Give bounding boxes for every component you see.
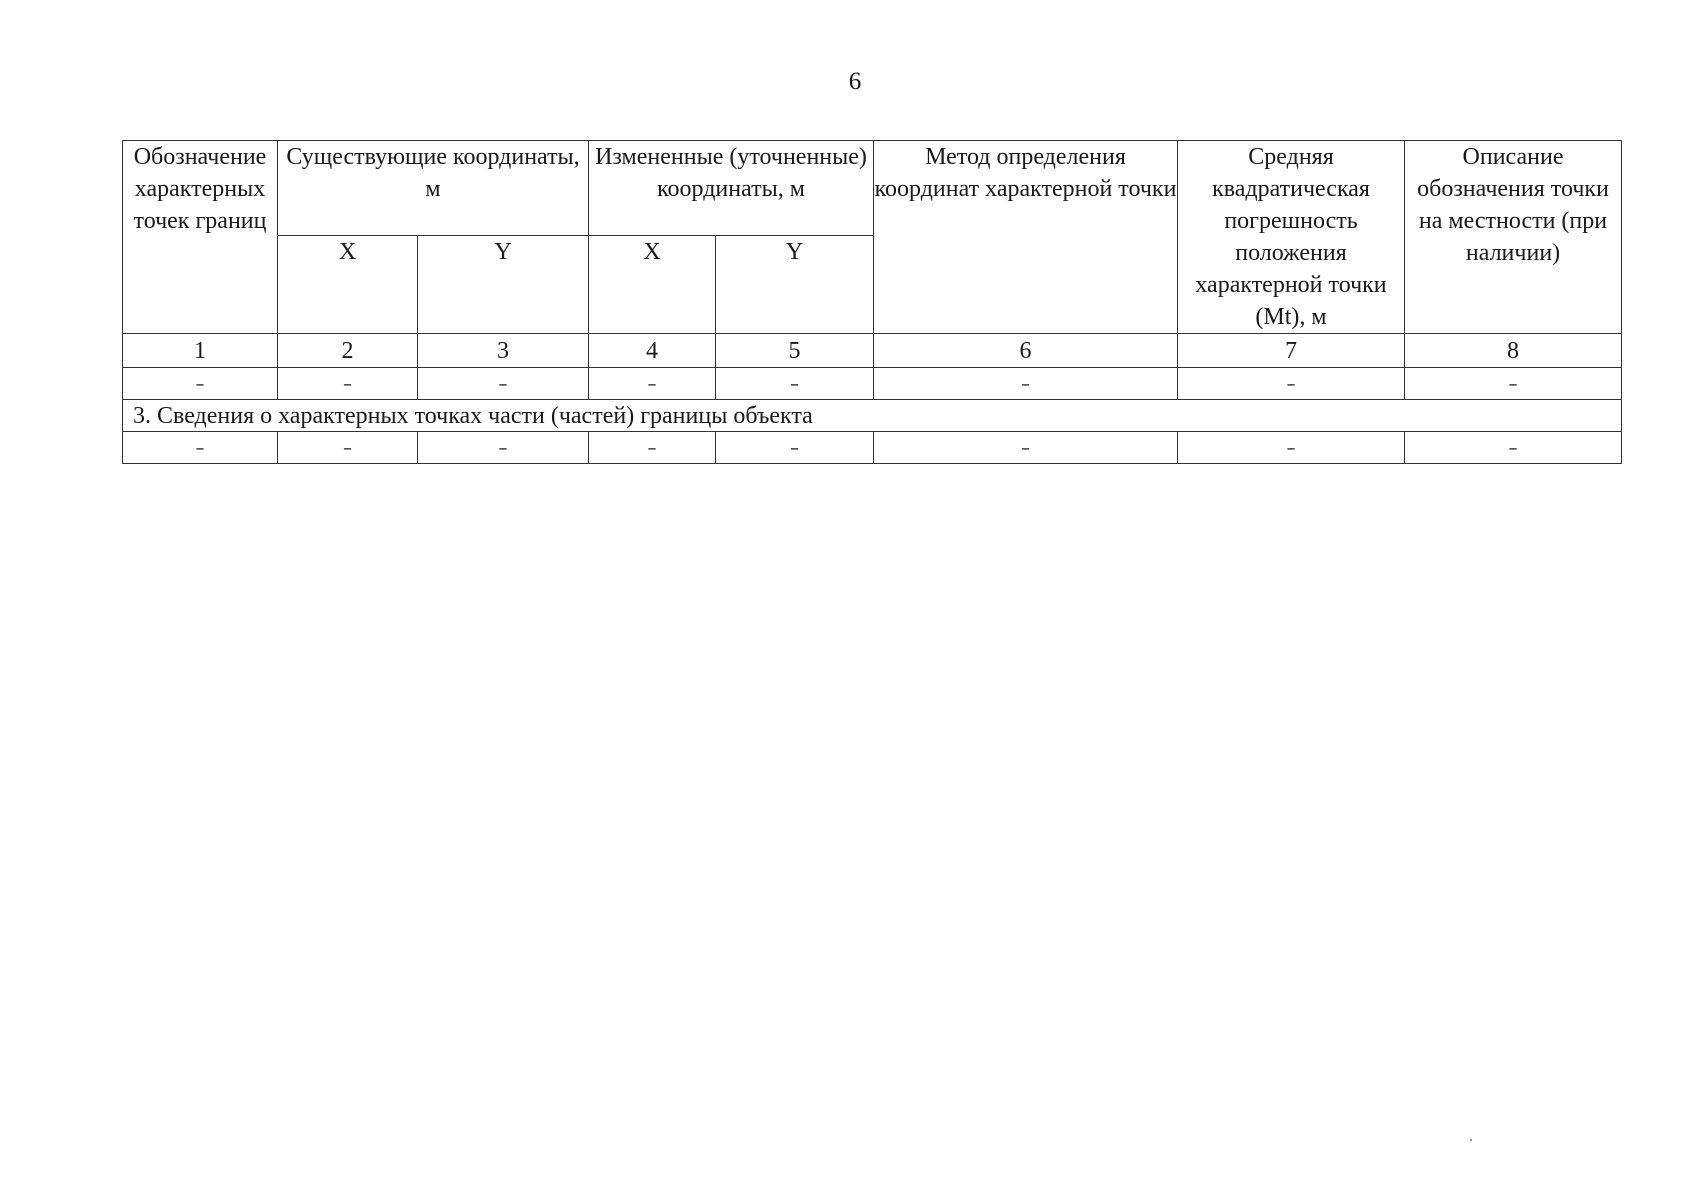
scan-speck [1470, 1139, 1472, 1141]
table-cell: – [1405, 432, 1622, 464]
table-row [123, 432, 1622, 464]
table-cell: – [1178, 432, 1405, 464]
column-number: 8 [1405, 334, 1622, 368]
table-cell: – [278, 368, 418, 400]
column-number: 2 [278, 334, 418, 368]
header-existing-coordinates: Существующие координаты, м [278, 141, 589, 236]
table-cell: – [589, 432, 716, 464]
header-existing-x: X [278, 236, 418, 334]
column-number: 6 [874, 334, 1178, 368]
column-number: 3 [418, 334, 589, 368]
header-point-designation: Обозначение характерных точек границ [123, 141, 278, 334]
column-number: 1 [123, 334, 278, 368]
column-number-row [123, 334, 1622, 368]
table-cell: – [123, 432, 278, 464]
column-number: 7 [1178, 334, 1405, 368]
table-cell: – [874, 432, 1178, 464]
table-cell: – [589, 368, 716, 400]
page-number: 6 [848, 68, 862, 95]
table-cell: – [278, 432, 418, 464]
header-point-description: Описание обозначения точки на местности (при наличии) [1405, 141, 1622, 334]
table-cell: – [1178, 368, 1405, 400]
table-row [123, 368, 1622, 400]
header-changed-coordinates: Измененные (уточненные) координаты, м [589, 141, 874, 236]
table-cell: – [418, 368, 589, 400]
section-3-title: 3. Сведения о характерных точках части (частей) границы объекта [123, 400, 1622, 432]
header-existing-y: Y [418, 236, 589, 334]
column-number: 4 [589, 334, 716, 368]
header-mean-square-error: Средняя квадратическая погрешность положения характерной точки (Mt), м [1178, 141, 1405, 334]
section-heading-row [123, 400, 1622, 432]
column-number: 5 [716, 334, 874, 368]
table-cell: – [716, 432, 874, 464]
characteristic-points-table [122, 140, 1622, 464]
table-header-row [123, 141, 1622, 236]
header-method: Метод определения координат характерной точки [874, 141, 1178, 334]
header-changed-x: X [589, 236, 716, 334]
table-cell: – [1405, 368, 1622, 400]
table-cell: – [874, 368, 1178, 400]
table-cell: – [123, 368, 278, 400]
header-changed-y: Y [716, 236, 874, 334]
table-cell: – [418, 432, 589, 464]
table-cell: – [716, 368, 874, 400]
